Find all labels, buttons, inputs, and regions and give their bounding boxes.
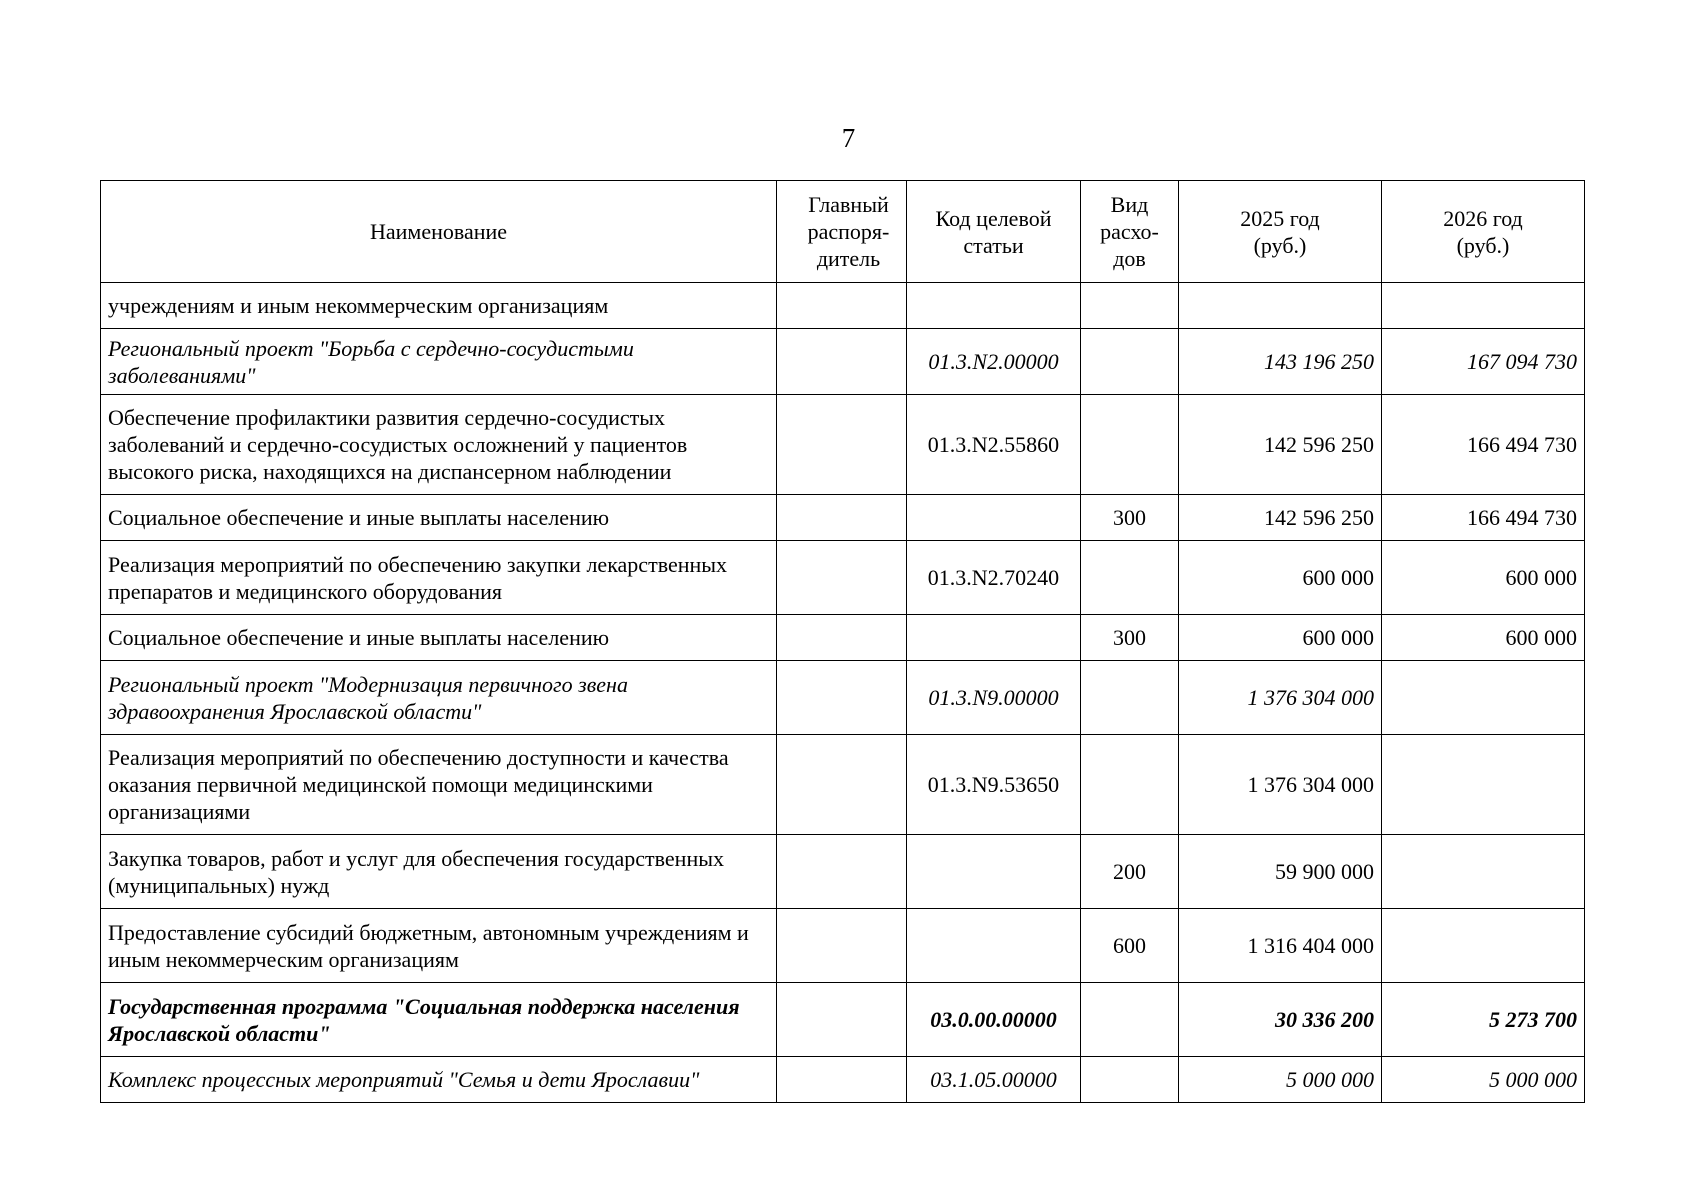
- cell-name: Реализация мероприятий по обеспечению доступности и качества оказания первичной медицинской помощи медицинскими организациями: [101, 735, 777, 835]
- cell-admin: [777, 661, 907, 735]
- cell-code: 01.3.N9.00000: [907, 661, 1081, 735]
- cell-admin: [777, 395, 907, 495]
- page-number: 7: [841, 123, 856, 153]
- cell-kind: [1081, 661, 1179, 735]
- cell-2026: [1382, 909, 1585, 983]
- table-row: [101, 909, 1585, 983]
- table-row: [101, 495, 1585, 541]
- cell-code: [907, 615, 1081, 661]
- cell-code: [907, 495, 1081, 541]
- header-2026: 2026 год (руб.): [1382, 181, 1585, 283]
- table-row: [101, 283, 1585, 329]
- cell-kind: [1081, 395, 1179, 495]
- cell-kind: [1081, 283, 1179, 329]
- cell-admin: [777, 909, 907, 983]
- cell-kind: [1081, 735, 1179, 835]
- header-code: Код целевой статьи: [907, 181, 1081, 283]
- cell-name: учреждениям и иным некоммерческим организациям: [101, 283, 777, 329]
- cell-kind: 300: [1081, 495, 1179, 541]
- cell-2025: 1 376 304 000: [1179, 661, 1382, 735]
- cell-2025: 1 316 404 000: [1179, 909, 1382, 983]
- cell-2026: [1382, 283, 1585, 329]
- cell-2026: 167 094 730: [1382, 329, 1585, 395]
- cell-name: Предоставление субсидий бюджетным, автономным учреждениям и иным некоммерческим организациям: [101, 909, 777, 983]
- cell-name: Комплекс процессных мероприятий "Семья и дети Ярославии": [101, 1057, 777, 1103]
- table-row: [101, 735, 1585, 835]
- cell-2025: 5 000 000: [1179, 1057, 1382, 1103]
- header-name: Наименование: [101, 181, 777, 283]
- table-row: [101, 615, 1585, 661]
- cell-2025: 142 596 250: [1179, 395, 1382, 495]
- table-row: [101, 395, 1585, 495]
- table-row: [101, 983, 1585, 1057]
- cell-name: Социальное обеспечение и иные выплаты населению: [101, 615, 777, 661]
- cell-code: [907, 909, 1081, 983]
- cell-name: Реализация мероприятий по обеспечению закупки лекарственных препаратов и медицинского оборудования: [101, 541, 777, 615]
- header-admin: Главный распоря-дитель: [777, 181, 907, 283]
- cell-2026: 600 000: [1382, 541, 1585, 615]
- cell-admin: [777, 983, 907, 1057]
- table-row: [101, 835, 1585, 909]
- cell-name: Региональный проект "Модернизация первичного звена здравоохранения Ярославской области": [101, 661, 777, 735]
- cell-kind: 300: [1081, 615, 1179, 661]
- cell-2026: 166 494 730: [1382, 395, 1585, 495]
- cell-2026: [1382, 835, 1585, 909]
- cell-admin: [777, 835, 907, 909]
- cell-name: Социальное обеспечение и иные выплаты населению: [101, 495, 777, 541]
- cell-2025: 600 000: [1179, 541, 1382, 615]
- budget-table: [100, 180, 1585, 1103]
- cell-2025: 1 376 304 000: [1179, 735, 1382, 835]
- cell-name: Региональный проект "Борьба с сердечно-сосудистыми заболеваниями": [101, 329, 777, 395]
- cell-code: 03.1.05.00000: [907, 1057, 1081, 1103]
- cell-kind: 200: [1081, 835, 1179, 909]
- header-2025: 2025 год (руб.): [1179, 181, 1382, 283]
- cell-kind: [1081, 541, 1179, 615]
- cell-code: 03.0.00.00000: [907, 983, 1081, 1057]
- cell-admin: [777, 615, 907, 661]
- cell-code: [907, 835, 1081, 909]
- cell-2026: 600 000: [1382, 615, 1585, 661]
- cell-name: Государственная программа "Социальная поддержка населения Ярославской области": [101, 983, 777, 1057]
- cell-2025: 59 900 000: [1179, 835, 1382, 909]
- cell-kind: [1081, 329, 1179, 395]
- cell-admin: [777, 329, 907, 395]
- cell-admin: [777, 1057, 907, 1103]
- cell-2025: [1179, 283, 1382, 329]
- cell-admin: [777, 283, 907, 329]
- table-row: [101, 661, 1585, 735]
- table-row: [101, 329, 1585, 395]
- cell-2026: 5 000 000: [1382, 1057, 1585, 1103]
- cell-2026: [1382, 661, 1585, 735]
- cell-2026: 5 273 700: [1382, 983, 1585, 1057]
- table-row: [101, 1057, 1585, 1103]
- cell-2025: 600 000: [1179, 615, 1382, 661]
- table-header: [101, 181, 1585, 283]
- cell-2025: 30 336 200: [1179, 983, 1382, 1057]
- cell-kind: [1081, 1057, 1179, 1103]
- cell-2025: 143 196 250: [1179, 329, 1382, 395]
- cell-2026: 166 494 730: [1382, 495, 1585, 541]
- cell-code: 01.3.N2.00000: [907, 329, 1081, 395]
- cell-name: Обеспечение профилактики развития сердечно-сосудистых заболеваний и сердечно-сосудистых осложнений у пациентов высокого риска, находящихся на диспансерном наблюдении: [101, 395, 777, 495]
- cell-admin: [777, 735, 907, 835]
- cell-code: 01.3.N2.70240: [907, 541, 1081, 615]
- cell-admin: [777, 541, 907, 615]
- header-kind: Вид расхо-дов: [1081, 181, 1179, 283]
- cell-kind: 600: [1081, 909, 1179, 983]
- cell-2025: 142 596 250: [1179, 495, 1382, 541]
- cell-code: 01.3.N9.53650: [907, 735, 1081, 835]
- cell-2026: [1382, 735, 1585, 835]
- table-row: [101, 541, 1585, 615]
- cell-kind: [1081, 983, 1179, 1057]
- cell-name: Закупка товаров, работ и услуг для обеспечения государственных (муниципальных) нужд: [101, 835, 777, 909]
- cell-code: 01.3.N2.55860: [907, 395, 1081, 495]
- table-body: [101, 283, 1585, 1103]
- cell-code: [907, 283, 1081, 329]
- cell-admin: [777, 495, 907, 541]
